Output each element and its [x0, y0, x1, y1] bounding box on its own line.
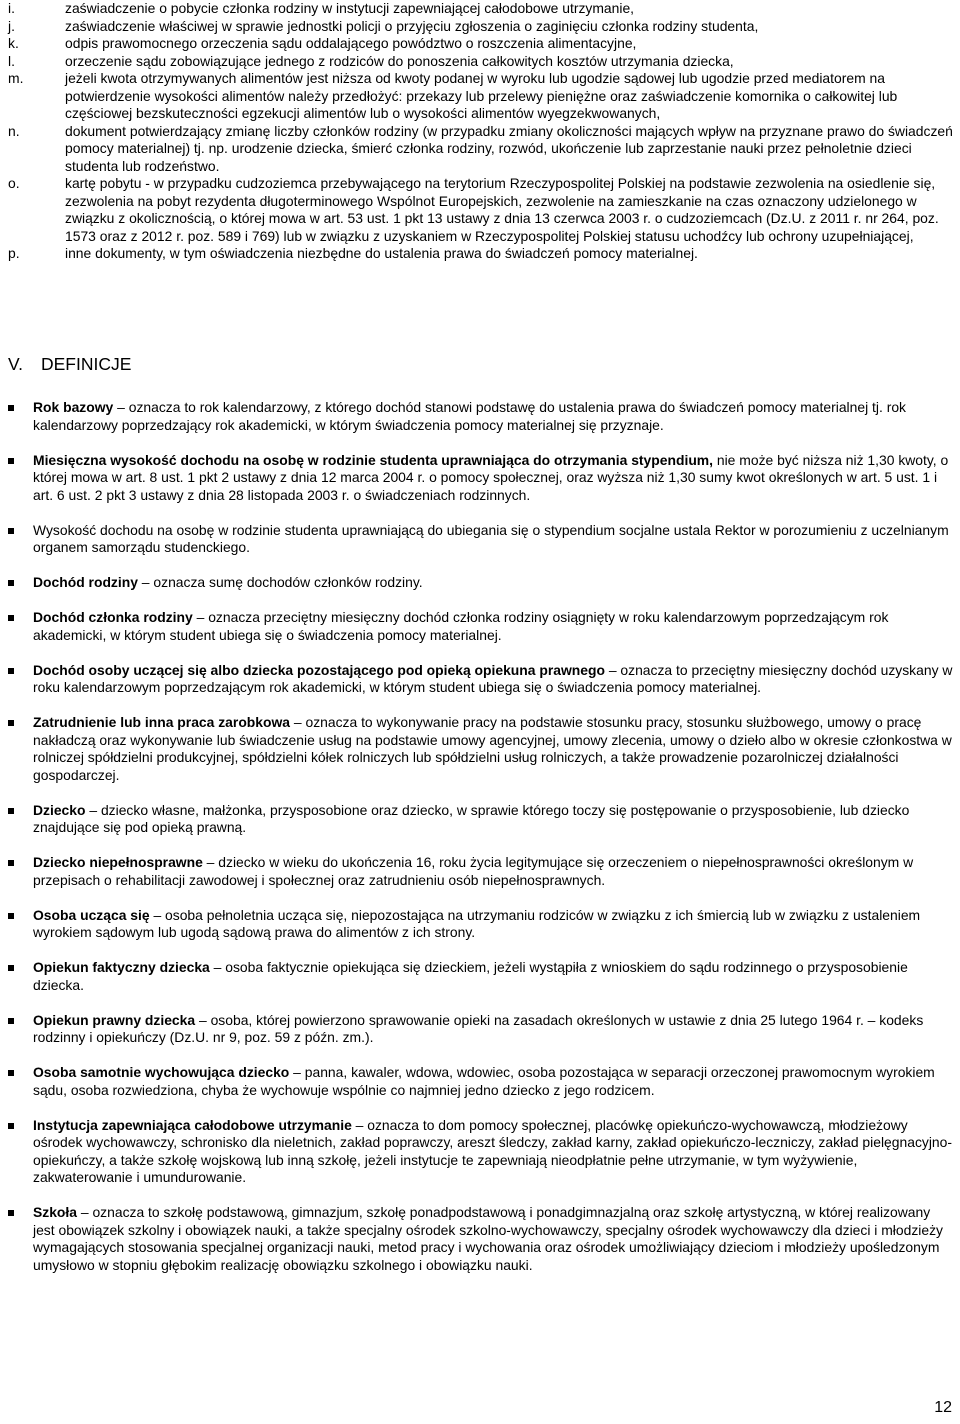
list-item: [8, 18, 953, 36]
definition-text: [33, 662, 953, 697]
definition-text: [33, 714, 953, 784]
definition-term: Szkoła: [33, 1204, 78, 1220]
square-bullet-icon: [8, 1064, 33, 1081]
square-bullet-icon: [8, 714, 33, 731]
page-number: 12: [934, 1399, 952, 1416]
definition-term: Opiekun faktyczny dziecka: [33, 959, 210, 975]
definition-term: Dochód członka rodziny: [33, 609, 193, 625]
definition-item: [8, 574, 953, 592]
definition-body: – oznacza to rok kalendarzowy, z którego dochód stanowi podstawę do ustalenia prawa do świadczeń pomocy materialnej tj. rok kalendarzowy poprzedzający rok akademicki, w którym świadczenia pomocy materialnej się przyznaje.: [33, 399, 906, 433]
list-item-letter: j.: [8, 17, 15, 34]
definition-text: [33, 1064, 953, 1099]
definition-body: – osoba faktycznie opiekująca się dzieckiem, jeżeli wystąpiła z wnioskiem do sądu rodzinnego o przysposobienie dziecka.: [33, 959, 908, 993]
definition-item: [8, 399, 953, 434]
list-item-text: odpis prawomocnego orzeczenia sądu oddalającego powództwo o roszczenia alimentacyjne,: [65, 35, 637, 51]
list-item-letter: m.: [8, 70, 24, 86]
definition-item: [8, 609, 953, 644]
list-item-letter: o.: [8, 175, 20, 191]
list-item-text: zaświadczenie właściwej w sprawie jednostki policji o przyjęciu zgłoszenia o zaginięciu członka rodziny studenta,: [65, 17, 759, 34]
definition-text: [33, 802, 953, 837]
definition-item: [8, 452, 953, 505]
definition-body: – osoba pełnoletnia ucząca się, niepozostająca na utrzymaniu rodziców w związku z ich śmiercią lub w związku z ustaleniem wyrokiem sądowym lub ugodą sądową prawa do alimentów z ich strony.: [33, 906, 921, 940]
definition-item: [8, 1117, 953, 1187]
definition-body: – dziecko własne, małżonka, przysposobione oraz dziecko, w sprawie którego toczy się postępowanie o przysposobienie, lub dziecko znajdujące się pod opieką prawną.: [33, 801, 910, 835]
square-bullet-icon: [8, 452, 33, 469]
square-bullet-icon: [8, 907, 33, 924]
definition-term: Osoba samotnie wychowująca dziecko: [33, 1064, 290, 1080]
definition-body: – oznacza to szkołę podstawową, gimnazjum, szkołę ponadpodstawową i ponadgimnazjalną oraz szkołę artystyczną, w której realizowany jest obowiązek szkolny i obowiązek nauki, a także specjalny ośrodek szkolno-wychowawczy, specjalny ośrodek wychowawczy dla dzieci i młodzieży wymagających stosowania specjalnej organizacji nauki, metod pracy i wychowania oraz ośrodek umożliwiający dzieciom i młodzieży upośledzonym umysłowo w stopniu głębokim realizację obowiązku szkolnego i obowiązku nauki.: [33, 1204, 943, 1273]
document-list: [8, 0, 953, 263]
list-item: [8, 175, 953, 245]
list-item-letter: n.: [8, 122, 20, 139]
definition-term: Miesięczna wysokość dochodu na osobę w rodzinie studenta uprawniająca do otrzymania stypendium,: [33, 451, 714, 468]
definition-term: Zatrudnienie lub inna praca zarobkowa: [33, 714, 291, 730]
definition-text: [33, 959, 953, 994]
square-bullet-icon: [8, 574, 33, 591]
list-item: [8, 0, 953, 18]
list-item: [8, 245, 953, 263]
definition-body: – osoba, której powierzono sprawowanie opieki na zasadach określonych w ustawie z dnia 25 lutego 1964 r. – kodeks rodzinny i opiekuńczy (Dz.U. nr 9, poz. 59 z późn. zm.).: [33, 1011, 924, 1045]
list-item-letter: k.: [8, 35, 19, 51]
section-heading: [8, 354, 131, 374]
definition-term: Dochód rodziny: [33, 574, 138, 590]
definition-text: [33, 1204, 953, 1274]
list-item: [8, 35, 953, 53]
definition-text: [33, 399, 953, 434]
definition-text: [33, 854, 953, 889]
square-bullet-icon: [8, 959, 33, 976]
square-bullet-icon: [8, 802, 33, 819]
definition-item: [8, 1064, 953, 1099]
list-item-text: inne dokumenty, w tym oświadczenia niezbędne do ustalenia prawa do świadczeń pomocy materialnej.: [65, 245, 698, 261]
list-item: [8, 70, 953, 123]
definition-item: [8, 522, 953, 557]
definition-term: Dziecko: [33, 801, 86, 818]
list-item-text: dokument potwierdzający zmianę liczby członków rodziny (w przypadku zmiany okoliczności mających wpływ na przyznane prawo do świadczeń pomocy materialnej) tj. np. urodzenie dziecka, śmierć członka rodziny, rozwód, ukończenie lub zaprzestanie nauki przez pełnoletnie dzieci studenta lub rodzeństwo.: [65, 122, 953, 174]
definition-term: Dziecko niepełnosprawne: [33, 854, 203, 870]
definition-term: Opiekun prawny dziecka: [33, 1011, 196, 1028]
definition-item: [8, 802, 953, 837]
definition-body: – oznacza to przeciętny miesięczny dochód uzyskany w roku kalendarzowym poprzedzającym rok akademicki, w którym student ubiega się o świadczenia pomocy materialnej.: [33, 661, 953, 695]
definition-item: [8, 662, 953, 697]
definition-text: [33, 1117, 953, 1187]
definition-item: [8, 1204, 953, 1274]
list-item: [8, 53, 953, 71]
square-bullet-icon: [8, 1117, 33, 1134]
square-bullet-icon: [8, 662, 33, 679]
definition-text: [33, 452, 953, 505]
definition-term: Osoba ucząca się: [33, 906, 150, 923]
definition-item: [8, 959, 953, 994]
definition-text: [33, 574, 953, 592]
list-item-letter: p.: [8, 245, 20, 261]
list-item-text: orzeczenie sądu zobowiązujące jednego z rodziców do ponoszenia całkowitych kosztów utrzymania dziecka,: [65, 52, 734, 69]
definition-body: – panna, kawaler, wdowa, wdowiec, osoba pozostająca w separacji orzeczonej prawomocnym wyrokiem sądu, osoba rozwiedziona, chyba że wychowuje wspólnie co najmniej jedno dziecko z jego rodzicem.: [33, 1064, 935, 1098]
definition-body: – oznacza to dom pomocy społecznej, placówkę opiekuńczo-wychowawczą, młodzieżowy ośrodek wychowawczy, schronisko dla nieletnich, zakład poprawczy, areszt śledczy, zakład karny, zakład opiekuńczo-leczniczy, zakład pielęgnacyjno-opiekuńczy, a także szkołę wojskową lub inną szkołę, jeżeli instytucje te zapewniają nieodpłatnie pełne utrzymanie, w tym wyżywienie, zakwaterowanie i umundurowanie.: [33, 1116, 953, 1185]
definition-item: [8, 1012, 953, 1047]
square-bullet-icon: [8, 399, 33, 416]
definition-text: [33, 1012, 953, 1047]
definition-item: [8, 907, 953, 942]
definition-text: [33, 609, 953, 644]
definition-body: – dziecko w wieku do ukończenia 16, roku życia legitymujące się orzeczeniem o niepełnosprawności określonym w przepisach o rehabilitacji zawodowej i społecznej oraz zatrudnieniu osób niepełnosprawnych.: [33, 854, 914, 888]
square-bullet-icon: [8, 1204, 33, 1221]
list-item-text: jeżeli kwota otrzymywanych alimentów jest niższa od kwoty podanej w wyroku lub ugodzie sądowej lub ugodzie przed mediatorem na potwierdzenie wysokości alimentów należy przedłożyć: przekazy lub przelewy pieniężne oraz zaświadczenie komornika o całkowitej lub częściowej bezskuteczności egzekucji alimentów lub o wysokości alimentów wyegzekwowanych,: [65, 70, 898, 121]
definition-text: [33, 907, 953, 942]
definition-body: Wysokość dochodu na osobę w rodzinie studenta uprawniającą do ubiegania się o stypendium socjalne ustala Rektor w porozumieniu z uczelnianym organem samorządu studenckiego.: [33, 521, 949, 555]
square-bullet-icon: [8, 854, 33, 871]
section-title: DEFINICJE: [41, 354, 132, 374]
square-bullet-icon: [8, 522, 33, 539]
list-item-text: zaświadczenie o pobycie członka rodziny w instytucji zapewniającej całodobowe utrzymanie,: [65, 0, 635, 16]
list-item-text: kartę pobytu - w przypadku cudzoziemca przebywającego na terytorium Rzeczypospolitej Polskiej na podstawie zezwolenia na osiedlenie się, zezwolenia na pobyt rezydenta długoterminowego Wspólnot Europejskich, zezwolenie na zamieszkanie na czas oznaczony udzielonego w związku z okolicznością, o której mowa w art. 53 ust. 1 pkt 13 ustawy z dnia 13 czerwca 2003 r. o cudzoziemcach (Dz.U. z 2011 r. nr 264, poz. 1573 oraz z 2012 r. poz. 589 i 769) lub w związku z uzyskaniem w Rzeczypospolitej Polskiej statusu uchodźcy lub ochrony uzupełniającej,: [65, 175, 939, 244]
definition-body: – oznacza to wykonywanie pracy na podstawie stosunku pracy, stosunku służbowego, umowy o pracę nakładczą oraz wykonywanie lub świadczenie usług na podstawie umowy agencyjnej, umowy zlecenia, umowy o dzieło albo w okresie członkostwa w rolniczej spółdzielni produkcyjnej, spółdzielni kółek rolniczych lub spółdzielni usług rolniczych, a także prowadzenie pozarolniczej działalności gospodarczej.: [33, 714, 952, 783]
definition-term: Dochód osoby uczącej się albo dziecka pozostającego pod opieką opiekuna prawnego: [33, 661, 605, 678]
list-item-letter: l.: [8, 52, 15, 69]
definition-body: – oznacza przeciętny miesięczny dochód członka rodziny osiągnięty w roku kalendarzowym poprzedzającym rok akademicki, w którym student ubiega się o świadczenia pomocy materialnej.: [33, 609, 889, 643]
definition-body: nie może być niższa niż 1,30 kwoty, o której mowa w art. 8 ust. 1 pkt 2 ustawy z dnia 12 marca 2004 r. o pomocy społecznej, oraz wyższa niż 1,30 sumy kwot określonych w art. 5 ust. 1 i art. 6 ust. 2 pkt 3 ustawy z dnia 28 listopada 2003 r. o świadczeniach rodzinnych.: [33, 451, 949, 503]
square-bullet-icon: [8, 1012, 33, 1029]
definition-term: Instytucja zapewniająca całodobowe utrzymanie: [33, 1116, 352, 1133]
definition-item: [8, 854, 953, 889]
list-item: [8, 123, 953, 176]
square-bullet-icon: [8, 609, 33, 626]
definitions-list: [8, 399, 953, 1292]
definition-item: [8, 714, 953, 784]
list-item-letter: i.: [8, 0, 15, 16]
definition-term: Rok bazowy: [33, 399, 114, 415]
definition-text: [33, 522, 953, 557]
section-number: V.: [8, 354, 23, 374]
definition-body: – oznacza sumę dochodów członków rodziny.: [137, 574, 423, 590]
